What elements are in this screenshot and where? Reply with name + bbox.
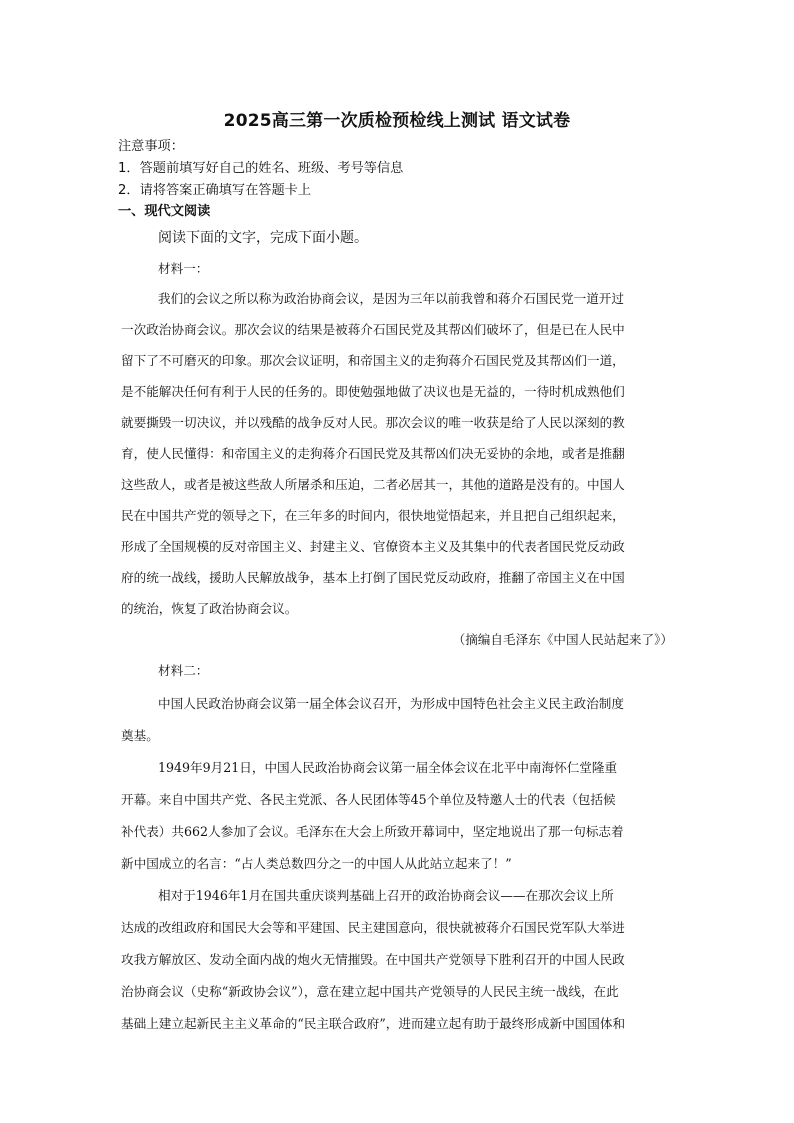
paragraph-line: 补代表）共662人参加了会议。毛泽东在大会上所致开幕词中，坚定地说出了那一句标志着 (121, 824, 624, 839)
paragraph-line: 就要撕毁一切决议，并以残酷的战争反对人民。那次会议的唯一收获是给了人民以深刻的教 (121, 415, 625, 430)
paragraph-line: 新中国成立的名言：“占人类总数四分之一的中国人从此站立起来了！” (121, 856, 512, 871)
paragraph-line: 这些敌人，或者是被这些敌人所屠杀和压迫，二者必居其一，其他的道路是没有的。中国人 (121, 477, 625, 492)
paragraph-line: 是不能解决任何有利于人民的任务的。即使勉强地做了决议也是无益的，一待时机成熟他们 (121, 384, 625, 399)
material-label: 材料一： (158, 261, 209, 276)
paragraph-line: 基础上建立起新民主主义革命的“民主联合政府”，进而建立起有助于最终形成新中国国体和 (121, 1016, 626, 1031)
paragraph-line: 民在中国共产党的领导之下，在三年多的时间内，很快地觉悟起来，并且把自己组织起来， (121, 508, 625, 523)
paragraph-line: 开幕。来自中国共产党、各民主党派、各人民团体等45个单位及特邀人士的代表（包括候 (121, 792, 616, 807)
paragraph-line: 留下了不可磨灭的印象。那次会议证明，和帝国主义的走狗蒋介石国民党及其帮凶们一道， (121, 353, 625, 368)
paragraph-line: 形成了全国规模的反对帝国主义、封建主义、官僚资本主义及其集中的代表者国民党反动政 (121, 539, 625, 554)
section-heading: 一、现代文阅读 (118, 204, 211, 219)
reading-instruction: 阅读下面的文字，完成下面小题。 (158, 230, 368, 246)
exam-title: 2025高三第一次质检预检线上测试 语文试卷 (223, 111, 571, 131)
paragraph-line: 的统治，恢复了政治协商会议。 (121, 601, 298, 616)
paragraph-line: 相对于1946年1月在国共重庆谈判基础上召开的政治协商会议——在那次会议上所 (158, 888, 614, 903)
notice-heading: 注意事项： (118, 139, 184, 154)
paragraph-line: 一次政治协商会议。那次会议的结果是被蒋介石国民党及其帮凶们破坏了，但是已在人民中 (121, 322, 625, 337)
material-label: 材料二： (158, 663, 209, 678)
paragraph-line: 我们的会议之所以称为政治协商会议，是因为三年以前我曾和蒋介石国民党一道开过 (158, 291, 624, 306)
paragraph-line: 育，使人民懂得：和帝国主义的走狗蒋介石国民党及其帮凶们决无妥协的余地，或者是推翻 (121, 446, 625, 461)
paragraph-line: 治协商会议（史称“新政协会议”），意在建立起中国共产党领导的人民民主统一战线，在此 (121, 984, 619, 999)
paragraph-line: 府的统一战线，援助人民解放战争，基本上打倒了国民党反动政府，推翻了帝国主义在中国 (121, 570, 625, 585)
paragraph-line: 中国人民政治协商会议第一届全体会议召开，为形成中国特色社会主义民主政治制度 (158, 696, 624, 711)
notice-item: 2．请将答案正确填写在答题卡上 (118, 183, 312, 198)
paragraph-line: 攻我方解放区、发动全面内战的炮火无情摧毁。在中国共产党领导下胜利召开的中国人民政 (121, 952, 625, 967)
paragraph-line: 奠基。 (121, 728, 159, 743)
paragraph-line: 达成的改组政府和国民大会等和平建国、民主建国意向，很快就被蒋介石国民党军队大举进 (121, 920, 625, 935)
paragraph-line: 1949年9月21日，中国人民政治协商会议第一届全体会议在北平中南海怀仁堂隆重 (158, 760, 618, 775)
notice-item: 1．答题前填写好自己的姓名、班级、考号等信息 (118, 161, 404, 176)
material-source: （摘编自毛泽东《中国人民站起来了》） (452, 632, 673, 647)
